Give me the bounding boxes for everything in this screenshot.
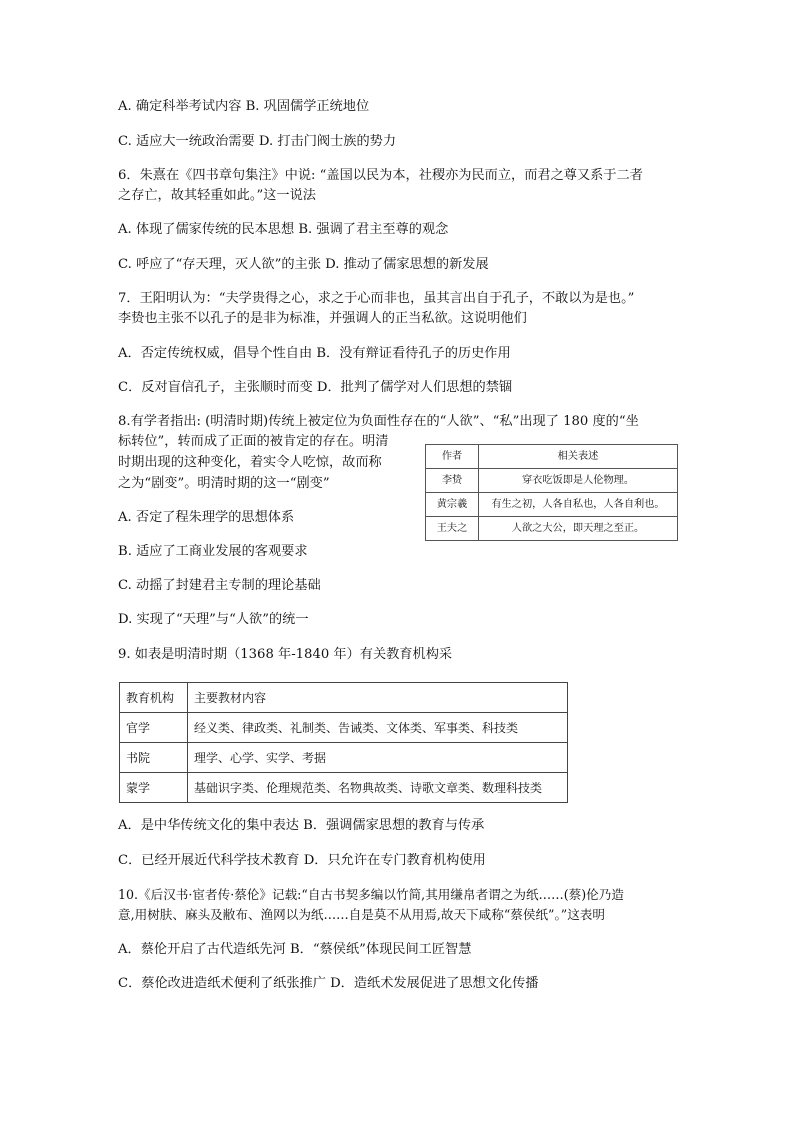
table-cell: 人欲之大公，即天理之至正。 — [479, 517, 678, 541]
q10-stem-line1: 10.《后汉书·宦者传·蔡伦》记载:“自古书契多编以竹简,其用缣帛者谓之为纸……(蔡)伦乃造 — [118, 887, 624, 902]
table-cell: 黄宗羲 — [426, 493, 479, 517]
table-cell: 王夫之 — [426, 517, 479, 541]
table-header-cell: 教育机构 — [120, 683, 188, 713]
table-header-row — [426, 445, 678, 469]
q9-option-cd: C．已经开展近代科学技术教育 D．只允许在专门教育机构使用 — [118, 853, 486, 868]
q10-option-cd: C．蔡伦改进造纸术便利了纸张推广 D．造纸术发展促进了思想文化传播 — [118, 976, 539, 991]
q10-option-ab: A．蔡伦开启了古代造纸先河 B．“蔡侯纸”体现民间工匠智慧 — [118, 942, 472, 957]
table-cell: 有生之初，人各自私也，人各自利也。 — [479, 493, 678, 517]
q8-option-d: D. 实现了“天理”与“人欲”的统一 — [118, 612, 309, 627]
q9-stem: 9. 如表是明清时期（1368 年-1840 年）有关教育机构采 — [118, 647, 453, 662]
table-header-cell: 主要教材内容 — [188, 683, 568, 713]
table-cell: 蒙学 — [120, 773, 188, 803]
q7-option-cd: C．反对盲信孔子，主张顺时而变 D．批判了儒学对人们思想的禁锢 — [118, 380, 513, 395]
q10-stem-line2: 意,用树肤、麻头及敝布、渔网以为纸……自是莫不从用焉,故天下咸称“蔡侯纸”。”这表明 — [118, 907, 605, 922]
q8-option-c: C. 动摇了封建君主专制的理论基础 — [118, 578, 321, 593]
q6-stem-line1: 6．朱熹在《四书章句集注》中说: “盖国以民为本，社稷亦为民而立，而君之尊又系于二者 — [118, 168, 643, 183]
q6-stem-line2: 之存亡，故其轻重如此。”这一说法 — [118, 188, 316, 203]
q7-stem-line1: 7．王阳明认为：“夫学贵得之心，求之于心而非也，虽其言出自于孔子，不敢以为是也。” — [118, 291, 635, 306]
q6-option-cd: C. 呼应了“存天理，灭人欲”的主张 D. 推动了儒家思想的新发展 — [118, 257, 489, 272]
q6-option-ab: A. 体现了儒家传统的民本思想 B. 强调了君主至尊的观念 — [118, 222, 449, 237]
q9-option-ab: A．是中华传统文化的集中表达 B．强调儒家思想的教育与传承 — [118, 818, 485, 833]
table-cell: 书院 — [120, 743, 188, 773]
table-header-row — [120, 683, 568, 713]
q8-stem-line1: 8.有学者指出: (明清时期)传统上被定位为负面性存在的“人欲”、“私”出现了 180 度的“坐 — [118, 414, 639, 429]
table-row — [120, 743, 568, 773]
table-row — [426, 517, 678, 541]
table-row — [426, 469, 678, 493]
table-row — [120, 713, 568, 743]
q9-education-table — [119, 682, 568, 803]
table-cell: 理学、心学、实学、考据 — [188, 743, 568, 773]
table-cell: 官学 — [120, 713, 188, 743]
q8-stem-line3: 时期出现的这种变化，着实令人吃惊，故而称 — [118, 455, 382, 470]
q7-stem-line2: 李贽也主张不以孔子的是非为标准，并强调人的正当私欲。这说明他们 — [118, 311, 527, 326]
table-header-cell: 相关表述 — [479, 445, 678, 469]
table-row — [426, 493, 678, 517]
q5-option-cd: C. 适应大一统政治需要 D. 打击门阀士族的势力 — [118, 134, 397, 149]
q8-option-b: B. 适应了工商业发展的客观要求 — [118, 544, 308, 559]
table-row — [120, 773, 568, 803]
q8-stem-line2: 标转位”，转而成了正面的被肯定的存在。明清 — [118, 434, 389, 449]
table-cell: 经义类、律政类、礼制类、告诫类、文体类、军事类、科技类 — [188, 713, 568, 743]
table-cell: 基础识字类、伦理规范类、名物典故类、诗歌文章类、数理科技类 — [188, 773, 568, 803]
table-cell: 李贽 — [426, 469, 479, 493]
table-cell: 穿衣吃饭即是人伦物理。 — [479, 469, 678, 493]
q8-quote-table — [425, 444, 678, 541]
table-header-cell: 作者 — [426, 445, 479, 469]
q7-option-ab: A．否定传统权威，倡导个性自由 B．没有辩证看待孔子的历史作用 — [118, 346, 511, 361]
q5-option-ab: A. 确定科举考试内容 B. 巩固儒学正统地位 — [118, 99, 370, 114]
q8-stem-line4: 之为“剧变”。明清时期的这一“剧变” — [118, 476, 330, 491]
q8-option-a: A. 否定了程朱理学的思想体系 — [118, 510, 295, 525]
